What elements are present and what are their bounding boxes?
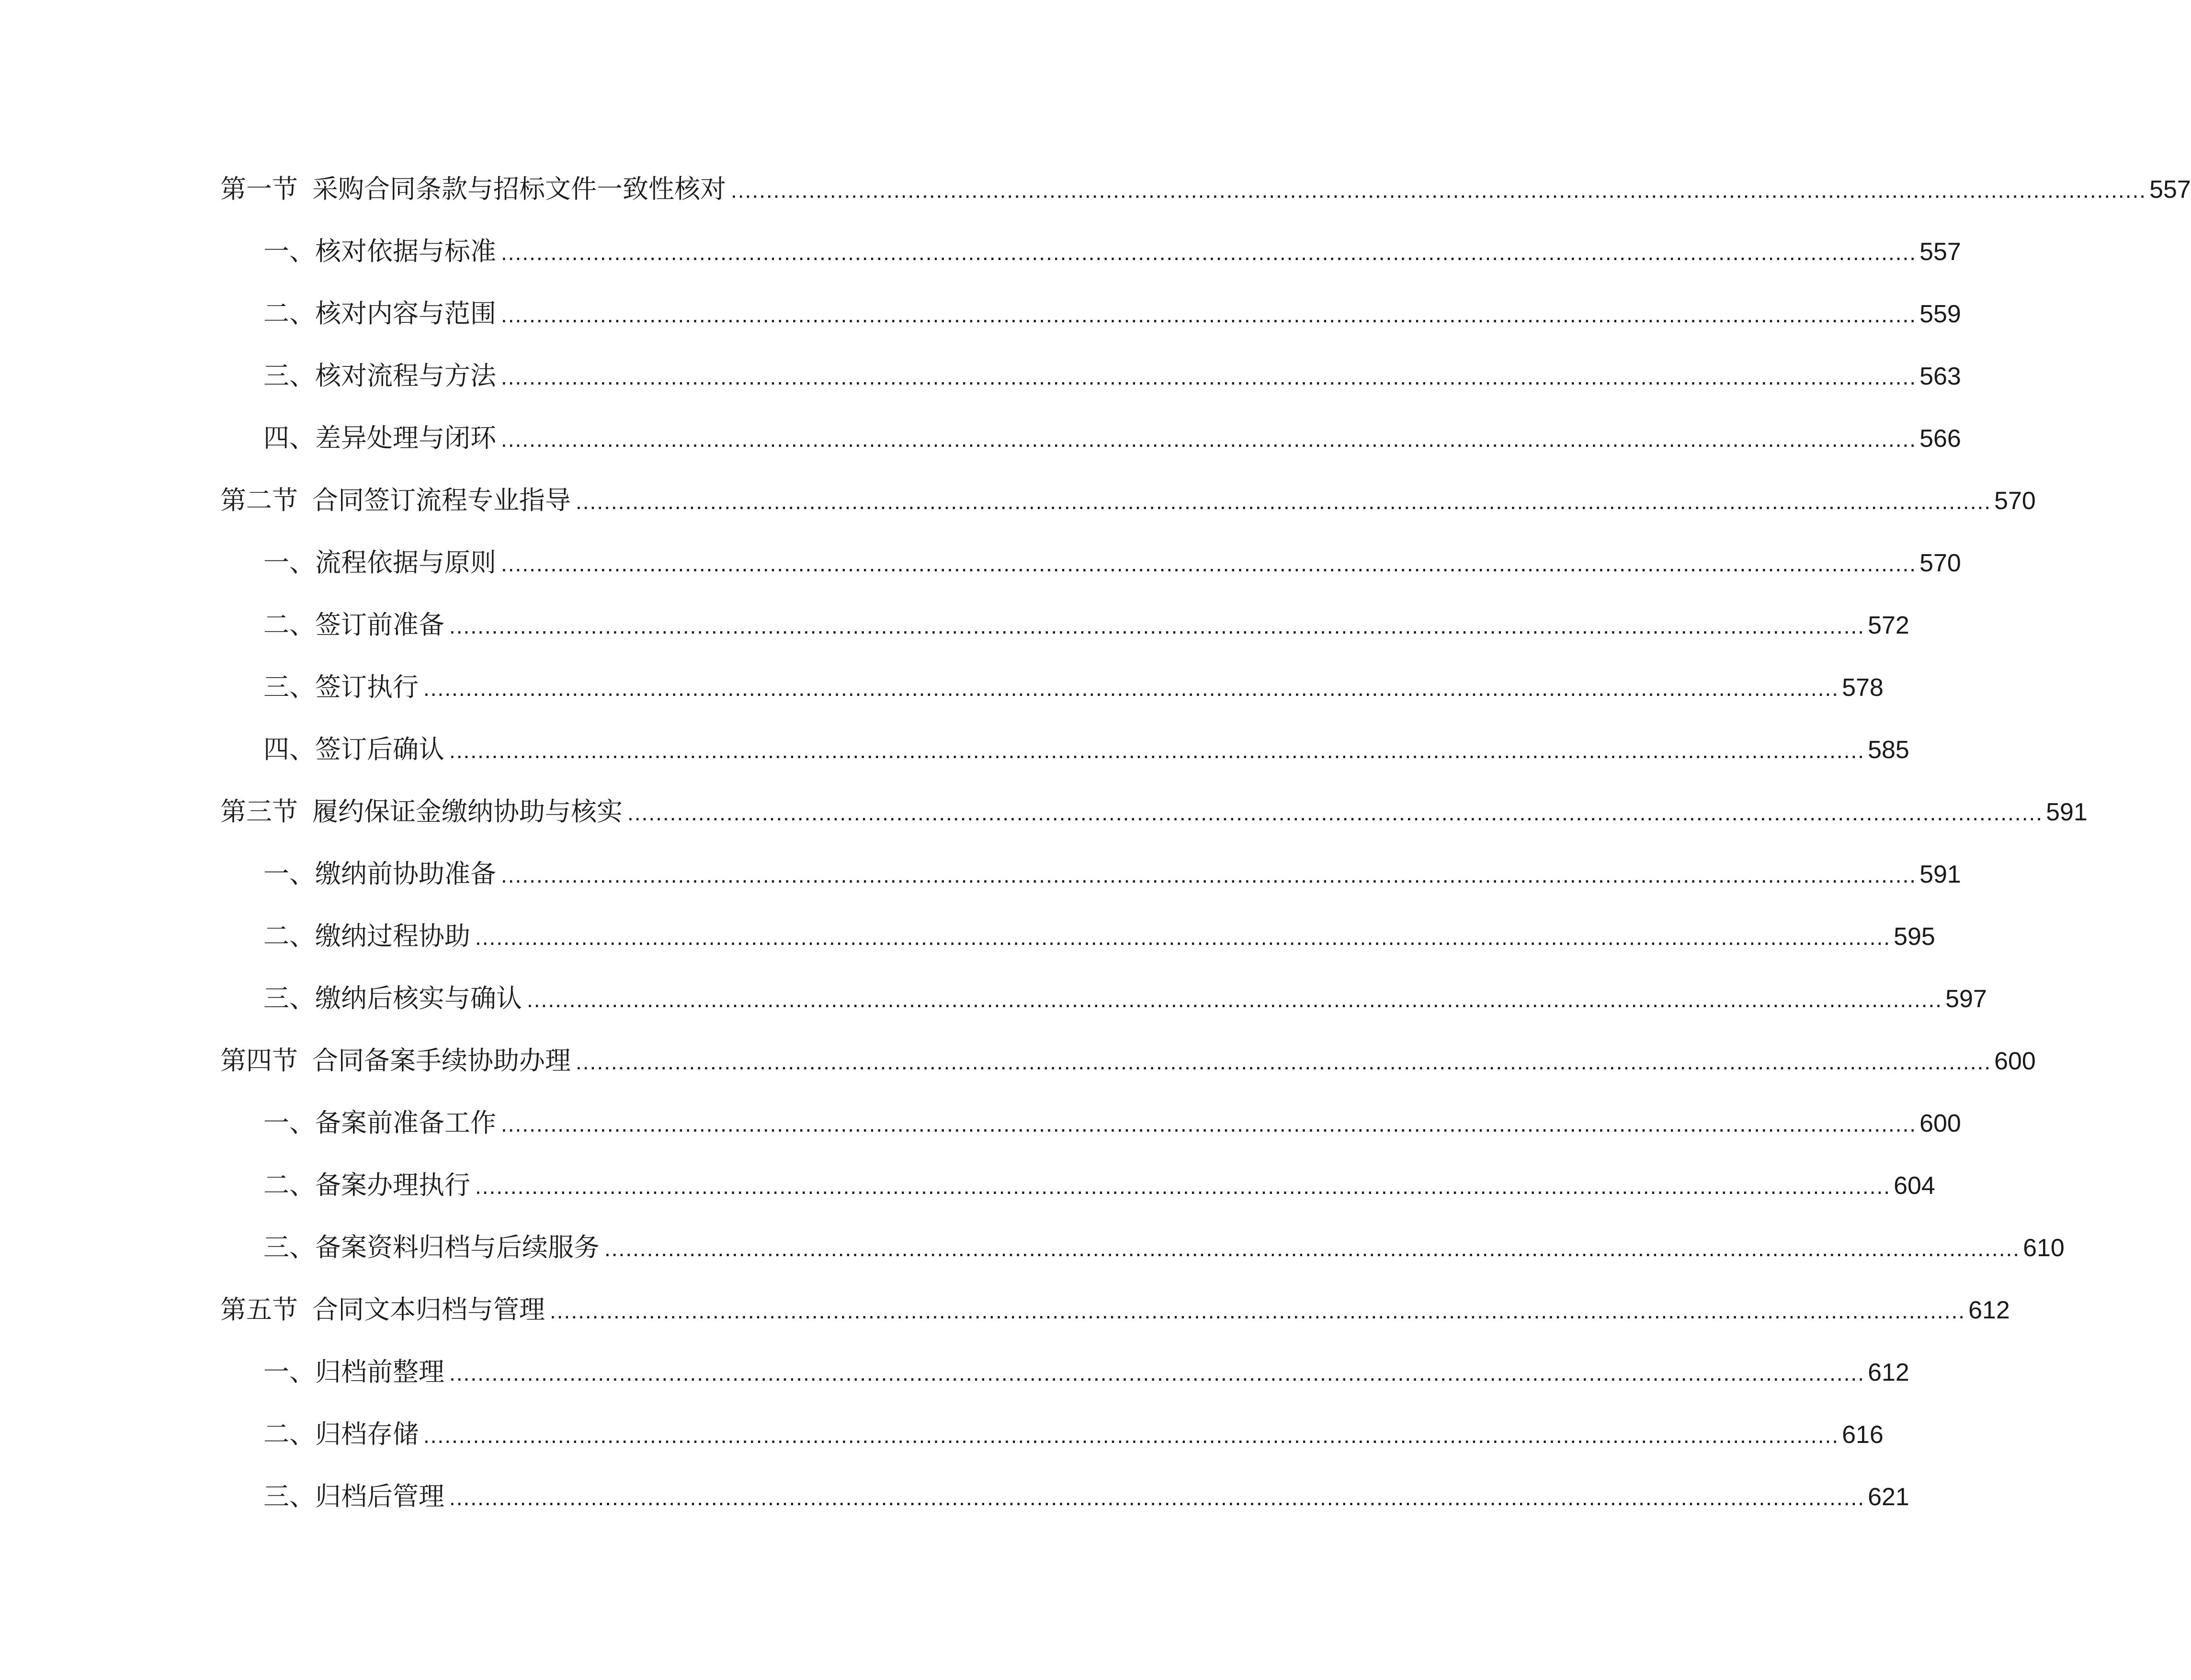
toc-dot-leader: ........................................................................................................................................................................................................ <box>449 1361 1865 1385</box>
toc-section-entry[interactable] <box>220 455 2036 517</box>
toc-dot-leader: ........................................................................................................................................................................................................ <box>527 987 1943 1012</box>
toc-page-number: 612 <box>1868 1359 1909 1386</box>
toc-dot-leader: ........................................................................................................................................................................................................ <box>604 1236 2021 1261</box>
toc-section-entry[interactable] <box>220 1264 2010 1327</box>
toc-entry-title: 履约保证金缴纳协助与核实 <box>312 796 623 827</box>
toc-entry-title: 一、缴纳前协助准备 <box>263 859 496 889</box>
toc-page-number: 600 <box>1919 1110 1961 1137</box>
toc-dot-leader: ........................................................................................................................................................................................................ <box>627 800 2043 825</box>
toc-page-number: 621 <box>1868 1483 1909 1511</box>
toc-entry-title: 三、归档后管理 <box>263 1481 444 1511</box>
toc-entry-title: 四、签订后确认 <box>263 734 444 764</box>
toc-entry-label <box>220 485 571 517</box>
toc-page-number: 612 <box>1968 1296 2010 1324</box>
toc-entry-label <box>220 796 623 829</box>
toc-entry-label <box>263 983 522 1015</box>
toc-page-number: 557 <box>1919 238 1961 266</box>
toc-page-number: 591 <box>1919 861 1961 888</box>
toc-dot-leader: ........................................................................................................................................................................................................ <box>731 178 2147 203</box>
toc-dot-leader: ........................................................................................................................................................................................................ <box>423 1423 1839 1448</box>
toc-page-number: 604 <box>1894 1172 1935 1200</box>
toc-page-number: 566 <box>1919 425 1961 453</box>
toc-page-number: 578 <box>1842 674 1884 702</box>
toc-dot-leader: ........................................................................................................................................................................................................ <box>449 738 1865 763</box>
toc-dot-leader: ........................................................................................................................................................................................................ <box>576 489 1992 514</box>
toc-entry-title: 采购合同条款与招标文件一致性核对 <box>312 174 726 204</box>
toc-entry-title: 二、归档存储 <box>263 1419 419 1449</box>
toc-page-number: 559 <box>1919 300 1961 328</box>
toc-entry-title: 一、备案前准备工作 <box>263 1108 496 1138</box>
toc-subsection-entry[interactable] <box>220 206 1961 268</box>
toc-entry-label <box>263 298 496 330</box>
toc-subsection-entry[interactable] <box>220 1202 2065 1264</box>
toc-section-number: 第三节 <box>220 796 298 827</box>
toc-dot-leader: ........................................................................................................................................................................................................ <box>475 925 1891 950</box>
toc-entry-title: 三、核对流程与方法 <box>263 361 496 391</box>
toc-section-number: 第一节 <box>220 174 298 204</box>
toc-subsection-entry[interactable] <box>220 1140 1935 1202</box>
toc-entry-label <box>263 1359 444 1389</box>
toc-dot-leader: ........................................................................................................................................................................................................ <box>501 1112 1917 1136</box>
toc-entry-title: 三、签订执行 <box>263 672 419 702</box>
table-of-contents <box>220 144 2191 1513</box>
toc-dot-leader: ........................................................................................................................................................................................................ <box>475 1174 1891 1199</box>
toc-entry-title: 四、差异处理与闭环 <box>263 423 496 453</box>
toc-subsection-entry[interactable] <box>220 579 1909 642</box>
toc-dot-leader: ........................................................................................................................................................................................................ <box>550 1298 1966 1323</box>
toc-dot-leader: ........................................................................................................................................................................................................ <box>501 863 1917 887</box>
toc-dot-leader: ........................................................................................................................................................................................................ <box>423 676 1839 701</box>
toc-page-number: 597 <box>1945 985 1987 1013</box>
toc-entry-title: 一、归档前整理 <box>263 1357 444 1387</box>
toc-page-number: 557 <box>2149 176 2191 204</box>
toc-entry-title: 合同文本归档与管理 <box>312 1294 545 1325</box>
toc-entry-label <box>263 425 496 455</box>
toc-page-number: 570 <box>1994 487 2036 515</box>
toc-entry-label <box>263 674 419 704</box>
toc-entry-label <box>220 176 726 206</box>
toc-page-number: 616 <box>1842 1421 1884 1449</box>
toc-subsection-entry[interactable] <box>220 517 1961 579</box>
toc-subsection-entry[interactable] <box>220 1389 1884 1451</box>
toc-dot-leader: ........................................................................................................................................................................................................ <box>576 1049 1992 1074</box>
toc-entry-label <box>263 1481 444 1513</box>
toc-entry-label <box>263 363 496 393</box>
toc-subsection-entry[interactable] <box>220 642 1884 704</box>
toc-subsection-entry[interactable] <box>220 330 1961 393</box>
toc-page-number: 610 <box>2023 1234 2065 1262</box>
toc-section-entry[interactable] <box>220 1015 2036 1078</box>
toc-section-number: 第二节 <box>220 485 298 515</box>
toc-dot-leader: ........................................................................................................................................................................................................ <box>501 364 1917 389</box>
toc-page-number: 585 <box>1868 736 1909 764</box>
toc-section-number: 第四节 <box>220 1045 298 1076</box>
toc-entry-label <box>263 1232 600 1264</box>
toc-entry-label <box>263 1421 419 1451</box>
toc-section-entry[interactable] <box>220 766 2088 829</box>
toc-entry-title: 二、备案办理执行 <box>263 1170 470 1200</box>
toc-entry-title: 三、缴纳后核实与确认 <box>263 983 522 1013</box>
toc-subsection-entry[interactable] <box>220 1451 1909 1513</box>
toc-entry-label <box>263 861 496 891</box>
toc-section-number: 第五节 <box>220 1294 298 1325</box>
toc-entry-label <box>263 612 444 642</box>
toc-dot-leader: ........................................................................................................................................................................................................ <box>449 613 1865 638</box>
toc-entry-title: 合同备案手续协助办理 <box>312 1045 571 1076</box>
toc-subsection-entry[interactable] <box>220 891 1935 953</box>
toc-entry-title: 二、签订前准备 <box>263 610 444 640</box>
toc-subsection-entry[interactable] <box>220 1327 1909 1389</box>
toc-section-entry[interactable] <box>220 144 2191 206</box>
toc-entry-label <box>263 1110 496 1140</box>
toc-subsection-entry[interactable] <box>220 704 1909 766</box>
toc-subsection-entry[interactable] <box>220 829 1961 891</box>
toc-dot-leader: ........................................................................................................................................................................................................ <box>501 240 1917 265</box>
toc-dot-leader: ........................................................................................................................................................................................................ <box>449 1485 1865 1510</box>
toc-entry-label <box>220 1045 571 1078</box>
toc-dot-leader: ........................................................................................................................................................................................................ <box>501 302 1917 327</box>
toc-page-number: 600 <box>1994 1047 2036 1075</box>
toc-entry-title: 合同签订流程专业指导 <box>312 485 571 515</box>
toc-page-number: 563 <box>1919 363 1961 390</box>
toc-entry-label <box>263 238 496 268</box>
toc-dot-leader: ........................................................................................................................................................................................................ <box>501 427 1917 452</box>
toc-page-number: 595 <box>1894 923 1935 951</box>
toc-page-number: 572 <box>1868 612 1909 639</box>
toc-entry-title: 一、核对依据与标准 <box>263 236 496 266</box>
toc-entry-title: 二、核对内容与范围 <box>263 298 496 329</box>
toc-subsection-entry[interactable] <box>220 1078 1961 1140</box>
toc-entry-label <box>263 734 444 766</box>
toc-dot-leader: ........................................................................................................................................................................................................ <box>501 551 1917 576</box>
toc-page-number: 591 <box>2046 798 2088 826</box>
toc-entry-title: 二、缴纳过程协助 <box>263 921 470 951</box>
toc-entry-label <box>263 923 470 953</box>
toc-entry-label <box>263 1172 470 1202</box>
toc-subsection-entry[interactable] <box>220 268 1961 330</box>
toc-entry-label <box>220 1294 545 1327</box>
toc-subsection-entry[interactable] <box>220 953 1987 1015</box>
toc-subsection-entry[interactable] <box>220 393 1961 455</box>
toc-entry-label <box>263 547 496 579</box>
toc-page-number: 570 <box>1919 549 1961 577</box>
toc-entry-title: 一、流程依据与原则 <box>263 547 496 578</box>
toc-entry-title: 三、备案资料归档与后续服务 <box>263 1232 600 1262</box>
